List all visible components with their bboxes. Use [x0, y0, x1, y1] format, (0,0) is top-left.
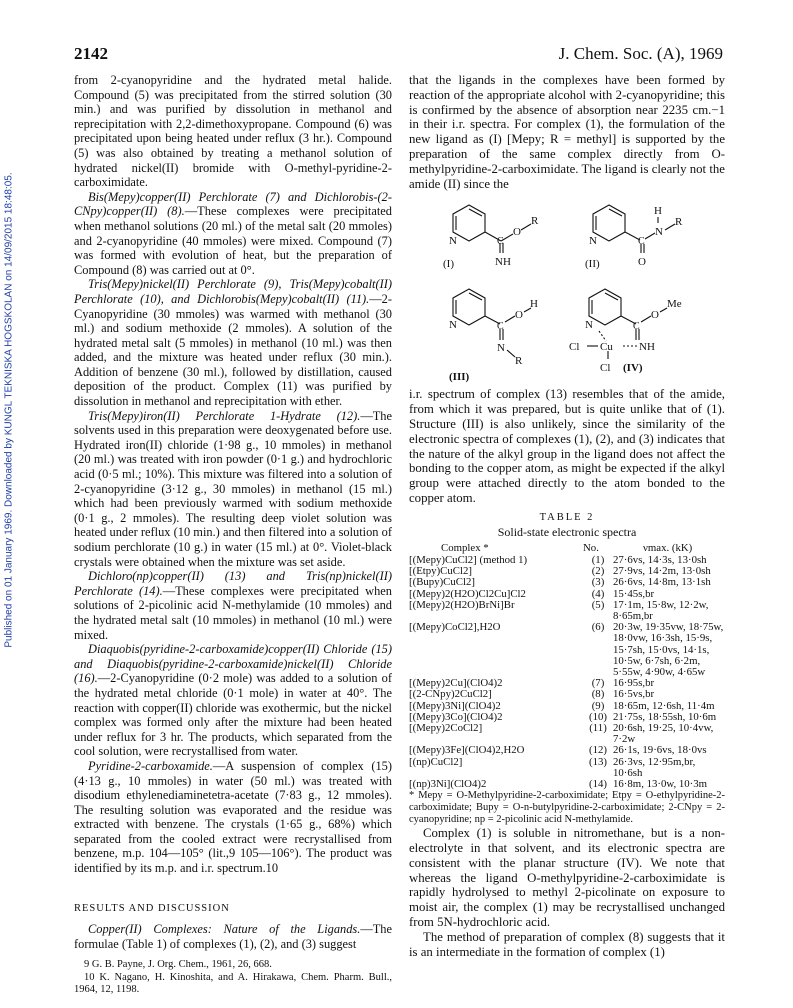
complex-cell: [(Mepy)3Fe](ClO4)2,H2O: [409, 744, 525, 757]
left-column: [74, 73, 392, 996]
svg-text:Cu: Cu: [600, 341, 613, 354]
spectra-table: [409, 543, 725, 790]
structure-label: (I): [443, 258, 454, 271]
complex-cell: [(Mepy)3Ni](ClO4)2: [409, 699, 501, 712]
prep-title: Dichloro(np)copper(II) (13) and Tris(np)nickel(II) Perchlorate (14).: [74, 569, 392, 598]
complex-cell: [(Mepy)2CoCl2]: [409, 722, 483, 734]
svg-text:N: N: [497, 342, 505, 355]
spectrum-cell: 26·6vs, 14·8m, 13·1sh: [613, 576, 711, 589]
complex-cell: [(Mepy)3Co](ClO4)2: [409, 710, 503, 723]
page-number: 2142: [74, 44, 108, 63]
table-row: [409, 622, 725, 678]
paragraph: Tris(Mepy)iron(II) Perchlorate 1-Hydrate (12).—The solvents used in this preparation were deoxygenated before use. Hydrated iron(II) chloride (1·98 g., 10 mmoles) in methanol (20 ml.) was treated with iron powder (0·1 g.) and hydrochloric acid (0·5 ml.; 10%). This mixture was filtered into a solution of 2-cyanopyridine (3·12 g., 30 mmoles) in methanol (15 ml.) which had been previously warmed with sodium methoxide (0·1 g., 2 mmoles). The resulting deep violet solution was heated under reflux (10 min.) and then filtered into a solution of sodium perchlorate (10 g.) in water (15 ml.) at 0°. Violet-black crystals were obtained when the mixture was set aside.: [74, 408, 392, 569]
paragraph: The method of preparation of complex (8) suggests that it is an intermediate in the formation of complex (1): [409, 929, 725, 959]
section-heading: RESULTS AND DISCUSSION: [74, 902, 230, 914]
table-footnote: * Mepy = O-Methylpyridine-2-carboximidate; Etpy = O-ethylpyridine-2-carboximidate; Bupy = O-n-butylpyridine-2-carboximidate; 2-CNpy = 2-cyanopyridine; np = 2-picolinic acid N-methylamide.: [409, 790, 725, 826]
svg-text:N: N: [585, 319, 593, 332]
table-row: [409, 600, 725, 622]
number-cell: (3): [591, 576, 605, 589]
reference: 10 K. Nagano, H. Kinoshita, and A. Hirakawa, Chem. Pharm. Bull., 1964, 12, 1198.: [74, 971, 392, 995]
spectrum-cell: 16·95s,br: [613, 677, 655, 690]
svg-text:R: R: [515, 355, 523, 368]
spectrum-cell: 20·3w, 19·35vw, 18·75w, 18·0vw, 16·3sh, 15·9s, 15·7sh, 15·0vs, 14·1s, 10·5w, 6·7sh, 6·2m, 5·55w, 4·90w, 4·65w: [613, 621, 724, 678]
spectrum-cell: 26·3vs, 12·95m,br, 10·6sh: [613, 755, 696, 779]
prep-title: Tris(Mepy)iron(II) Perchlorate 1-Hydrate (12).: [88, 408, 361, 423]
number-cell: (13): [589, 755, 607, 768]
number-cell: (5): [591, 598, 605, 611]
paragraph: Diaquobis(pyridine-2-carboxamide)copper(II) Chloride (15) and Diaquobis(pyridine-2-carboxamide)nickel(II) Chloride (16).—2-Cyanopyridine (0·2 mole) was added to a solution of the hydrated metal chloride (0·1 mole) in water at 40°. The reaction with copper(II) chloride was exothermic, but the nickel complex was formed only after the mixture had been heated under reflux for 3 hr. The products, which separated from the cool solution, were recrystallised from water.: [74, 642, 392, 759]
table-header: νmax. (kK): [643, 541, 693, 554]
svg-text:Cl: Cl: [569, 341, 580, 354]
svg-text:R: R: [675, 216, 683, 229]
prep-title: Pyridine-2-carboxamide.: [88, 758, 213, 773]
prep-title: Tris(Mepy)nickel(II) Perchlorate (9), Tris(Mepy)cobalt(II) Perchlorate (10), and Dichlorobis(Mepy)cobalt(II) (11).: [74, 277, 392, 306]
table-header: No.: [583, 541, 599, 554]
table-title: TABLE 2: [539, 511, 595, 523]
svg-text:O: O: [513, 226, 521, 239]
svg-text:NH: NH: [639, 341, 655, 354]
spectrum-cell: 21·75s, 18·55sh, 10·6m: [613, 710, 717, 723]
table-subtitle: Solid-state electronic spectra: [497, 524, 637, 539]
references: [74, 959, 392, 996]
svg-text:N: N: [655, 226, 663, 239]
structure-figure: [409, 197, 725, 387]
structure-iv: [587, 289, 667, 359]
reference: 9 G. B. Payne, J. Org. Chem., 1961, 26, 668.: [84, 959, 272, 971]
svg-text:O: O: [651, 309, 659, 322]
paragraph: from 2-cyanopyridine and the hydrated metal halide. Compound (5) was precipitated from the stirred solution (30 min.) and was purified by dissolution in methanol and reprecipitation with 2,2-dimethoxypropane. Compound (6) was precipitated upon being heated under reflux (3 hr.). Compound (5) was also obtained by treating a methanol solution of hydrated nickel(II) bromide with O-methyl-pyridine-2-carboximidate.: [74, 73, 392, 190]
paragraph: Copper(II) Complexes: Nature of the Ligands.—The formulae (Table 1) of complexes (1), (2), and (3) suggest: [74, 922, 392, 951]
structure-label: (III): [449, 371, 470, 384]
spectrum-cell: 26·1s, 19·6vs, 18·0vs: [613, 744, 707, 757]
paragraph: Complex (1) is soluble in nitromethane, but is a non-electrolyte in that solvent, and its electronic spectra are consistent with the planar structure (IV). We note that whereas the ligand O-methylpyridine-2-carboximidate is rapidly hydrolysed to methyl 2-picolinate on exposure to moist air, the complex (1) may be recrystallised unchanged from 5N-hydrochloric acid.: [409, 826, 725, 929]
spectrum-cell: 15·45s,br: [613, 587, 655, 600]
table-body: [409, 555, 725, 790]
complex-cell: [(Mepy)CuCl2] (method 1): [409, 553, 528, 566]
number-cell: (7): [591, 677, 605, 690]
spectrum-cell: 27·6vs, 14·3s, 13·0sh: [613, 553, 707, 566]
complex-cell: [(Mepy)CoCl2],H2O: [409, 621, 501, 634]
table-row: [409, 779, 725, 790]
table-row: [409, 723, 725, 745]
complex-cell: [(2-CNpy)2CuCl2]: [409, 688, 492, 701]
paragraph: that the ligands in the complexes have been formed by reaction of the appropriate alcohol with 2-cyanopyridine; this is confirmed by the absence of absorption near 2235 cm.−1 in their i.r. spectra. For complex (1), the formulation of the new ligand as (I) [Mepy; R = methyl] is supported by the preparation of the same complex directly from O-methylpyridine-2-carboximidate. The ligand is clearly not the amide (II) since the: [409, 73, 725, 191]
paragraph: i.r. spectrum of complex (13) resembles that of the amide, from which it was prepared, but is quite unlike that of (1). Structure (III) is also unlikely, since the similarity of the electronic spectra of complexes (1), (2), and (3) indicates that the nature of the alkyl group in the ligand does not affect the bonding to the copper atom, as might be expected if the alkyl group were attached directly to the atom bonded to the copper atom.: [409, 387, 725, 505]
svg-text:Me: Me: [667, 298, 682, 311]
complex-cell: [(Mepy)2(H2O)BrNi]Br: [409, 598, 515, 611]
table-row: [409, 689, 725, 700]
svg-text:C: C: [638, 236, 645, 248]
complex-cell: [(Bupy)CuCl2]: [409, 576, 475, 589]
svg-text:Cl: Cl: [600, 362, 611, 375]
chemical-structures: [409, 197, 725, 387]
number-cell: (4): [591, 587, 605, 600]
table-row: [409, 757, 725, 779]
number-cell: (10): [589, 710, 607, 723]
complex-cell: [(Mepy)2(H2O)Cl2Cu]Cl2: [409, 587, 526, 600]
paragraph: Bis(Mepy)copper(II) Perchlorate (7) and Dichlorobis-(2-CNpy)copper(II) (8).—These complexes were precipitated when methanol solutions (20 ml.) of the metal salt (20 mmoles) and 2-cyanopyridine (40 mmoles) were mixed. Compound (7) was formed with evolution of heat, but the preparation of Compound (8) was carried out at 0°.: [74, 189, 393, 277]
paragraph: Pyridine-2-carboxamide.—A suspension of complex (15) (4·13 g., 10 mmoles) in water (50 ml.) was treated with disodium ethylenediaminetetra-acetate (7·83 g., 12 mmoles). The resulting solution was evaporated and the residue was extracted with benzene. The crystals (1·65 g., 68%) which separated from the cooled extract were recrystallised from benzene, m.p. 104—105° (lit.,9 105—106°). The product was identified by its m.p. and i.r. spectrum.10: [74, 758, 392, 876]
table-row: [409, 577, 725, 588]
number-cell: (14): [589, 778, 607, 791]
publication-side-note: Published on 01 January 1969. Downloaded by KUNGL TEKNISKA HOGSKOLAN on 14/09/2015 18:48:05.: [3, 172, 15, 648]
svg-text:H: H: [654, 205, 662, 218]
spectrum-cell: 16·8m, 13·0w, 10·3m: [613, 778, 708, 791]
svg-text:NH: NH: [495, 256, 511, 269]
number-cell: (1): [591, 553, 605, 566]
structure-atom: N: [449, 235, 457, 248]
svg-text:N: N: [449, 319, 457, 332]
structure-iii: [453, 289, 531, 357]
paragraph: Tris(Mepy)nickel(II) Perchlorate (9), Tris(Mepy)cobalt(II) Perchlorate (10), and Dichlorobis(Mepy)cobalt(II) (11).—2-Cyanopyridine (30 mmoles) was warmed with methanol (30 ml.) and sodium methoxide (2 mmoles). A solution of the hydrated metal salt (5 mmoles) in methanol (10 ml.) was then added, and the mixture was heated under reflux (30 min.). Addition of benzene (30 ml.), followed by distillation, caused deposition of the product. Complex (11) was purified by dissolution in methanol and reprecipitation with ether.: [74, 277, 392, 409]
number-cell: (9): [591, 699, 605, 712]
svg-text:C: C: [633, 321, 640, 333]
table-row: [409, 745, 725, 756]
number-cell: (11): [589, 722, 607, 734]
table-header: Complex *: [441, 541, 489, 554]
svg-text:O: O: [515, 309, 523, 322]
right-column: [409, 73, 725, 959]
spectrum-cell: 16·5vs,br: [613, 688, 655, 701]
svg-text:C: C: [497, 236, 504, 248]
complex-cell: [(np)CuCl2]: [409, 755, 463, 768]
subsection-title: Copper(II) Complexes: Nature of the Ligands.: [88, 922, 361, 937]
complex-cell: [(Mepy)2Cu](ClO4)2: [409, 677, 503, 690]
spectrum-cell: 18·65m, 12·6sh, 11·4m: [613, 699, 715, 712]
svg-text:R: R: [531, 215, 539, 228]
number-cell: (12): [589, 744, 607, 757]
number-cell: (2): [591, 565, 605, 578]
complex-cell: [(Etpy)CuCl2]: [409, 565, 472, 578]
svg-text:O: O: [638, 256, 646, 269]
prep-title: Diaquobis(pyridine-2-carboxamide)copper(II) Chloride (15) and Diaquobis(pyridine-2-carboxamide)nickel(II) Chloride (16).: [74, 642, 392, 686]
structure-label: (II): [585, 258, 600, 271]
svg-text:N: N: [589, 235, 597, 248]
paragraph: Dichloro(np)copper(II) (13) and Tris(np)nickel(II) Perchlorate (14).—These complexes were precipitated when solutions of 2-picolinic acid N-methylamide (10 mmoles) and the hydrated metal salt (10 mmoles) in methanol (10 ml.) were mixed.: [74, 569, 392, 642]
number-cell: (6): [591, 621, 605, 634]
spectrum-cell: 27·9vs, 14·2m, 13·0sh: [613, 565, 711, 578]
spectrum-cell: 20·6sh, 19·25, 10·4vw, 7·2w: [613, 722, 714, 746]
svg-text:C: C: [497, 321, 504, 333]
prep-title: Bis(Mepy)copper(II) Perchlorate (7) and Dichlorobis-(2-CNpy)copper(II) (8).: [74, 189, 392, 219]
journal-name: J. Chem. Soc. (A), 1969: [558, 44, 723, 63]
structure-label: (IV): [623, 362, 643, 375]
spectrum-cell: 17·1m, 15·8w, 12·2w, 8·65m,br: [613, 598, 709, 622]
svg-text:H: H: [530, 298, 538, 311]
number-cell: (8): [591, 688, 605, 701]
complex-cell: [(np)3Ni](ClO4)2: [409, 778, 487, 791]
